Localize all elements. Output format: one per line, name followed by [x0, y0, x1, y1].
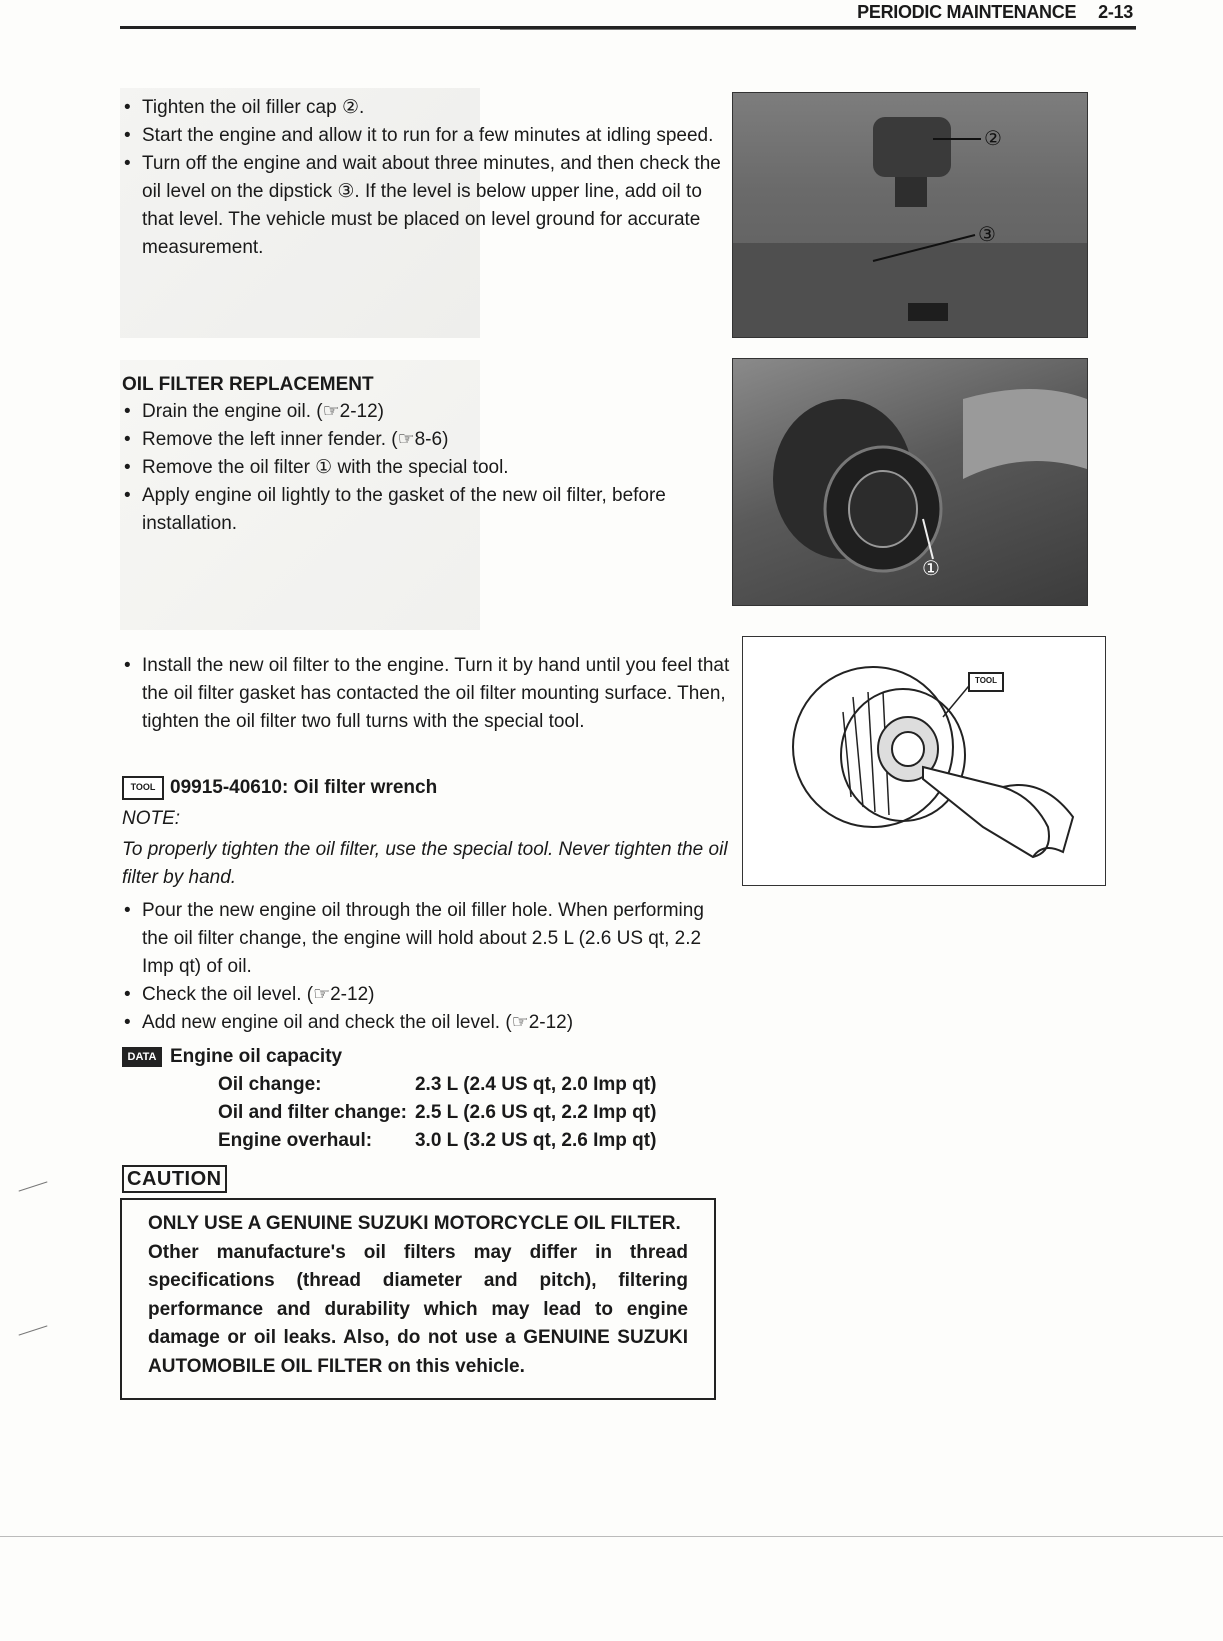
oil-filter-wrench-drawing	[743, 637, 1105, 885]
capacity-value: 2.3 L (2.4 US qt, 2.0 Imp qt)	[414, 1074, 657, 1095]
list-item: • Remove the oil filter ① with the special tool.	[120, 454, 730, 482]
oil-level-check-steps	[120, 94, 730, 262]
list-item: • Tighten the oil filler cap ②.	[120, 94, 730, 122]
note-text: To properly tighten the oil filter, use the special tool. Never tighten the oil filter by hand.	[122, 839, 728, 888]
page-number: 2-13	[1098, 2, 1133, 22]
capacity-value: 2.5 L (2.6 US qt, 2.2 Imp qt)	[414, 1102, 657, 1123]
oil-filler-cap-drawing	[733, 93, 1087, 337]
list-item: • Add new engine oil and check the oil level. (☞2-12)	[120, 1009, 730, 1037]
list-item: • Drain the engine oil. (☞2-12)	[120, 398, 730, 426]
note-label: NOTE:	[122, 808, 181, 829]
page-header	[857, 2, 1133, 23]
margin-mark	[19, 1181, 48, 1191]
capacity-title: Engine oil capacity	[170, 1046, 343, 1067]
table-row	[214, 1100, 660, 1128]
list-item: • Check the oil level. (☞2-12)	[120, 981, 730, 1009]
oil-filler-cap-photo	[732, 92, 1088, 338]
special-tool-line	[122, 776, 437, 800]
caution-box	[120, 1198, 716, 1400]
list-item: • Pour the new engine oil through the oil filler hole. When performing the oil filter change, the engine will hold about 2.5 L (2.6 US qt, 2.2 Imp qt) of oil.	[120, 897, 730, 981]
list-item: • Install the new oil filter to the engine. Turn it by hand until you feel that the oil filter gasket has contacted the oil filter mounting surface. Then, tighten the oil filter two full turns with the special tool.	[120, 652, 730, 736]
tool-part-number: 09915-40610: Oil filter wrench	[170, 777, 438, 799]
capacity-value: 3.0 L (3.2 US qt, 2.6 Imp qt)	[414, 1130, 657, 1151]
table-row	[214, 1128, 660, 1156]
page-bottom-edge	[0, 1536, 1223, 1537]
oil-refill-steps	[120, 897, 730, 1037]
capacity-label: Oil and filter change:	[218, 1102, 407, 1123]
oil-filter-install-steps	[120, 652, 730, 736]
oil-filter-wrench-illustration	[742, 636, 1106, 886]
data-icon: DATA	[122, 1047, 162, 1067]
callout-2: ②	[984, 128, 1002, 150]
list-item: • Remove the left inner fender. (☞8-6)	[120, 426, 730, 454]
header-section-title: PERIODIC MAINTENANCE	[857, 2, 1077, 22]
list-item: • Start the engine and allow it to run for a few minutes at idling speed.	[120, 122, 730, 150]
capacity-label: Oil change:	[218, 1074, 322, 1095]
callout-1: ①	[922, 558, 940, 580]
caution-label: CAUTION	[122, 1165, 227, 1193]
caution-paragraph: Other manufacture's oil filters may differ in thread specifications (thread diameter and pitch), filtering performance and durability which may lead to engine damage or oil leaks. Also, do not use a GENUINE SUZUKI AUTOMOBILE OIL FILTER on this vehicle.	[148, 1241, 688, 1377]
list-item: • Apply engine oil lightly to the gasket of the new oil filter, before installation.	[120, 482, 730, 538]
caution-paragraph: ONLY USE A GENUINE SUZUKI MOTORCYCLE OIL FILTER.	[148, 1213, 681, 1234]
margin-mark	[19, 1325, 48, 1335]
table-row	[214, 1072, 660, 1100]
section-title: OIL FILTER REPLACEMENT	[122, 374, 374, 395]
engine-oil-capacity-heading	[122, 1046, 342, 1068]
list-item: • Turn off the engine and wait about three minutes, and then check the oil level on the dipstick ③. If the level is below upper line, add oil to that level. The vehicle must be placed on level ground for accurate measurement.	[120, 150, 730, 262]
oil-filter-removal-steps	[120, 398, 730, 538]
capacity-label: Engine overhaul:	[218, 1130, 373, 1151]
capacity-table	[214, 1072, 660, 1156]
oil-filter-engine-photo	[732, 358, 1088, 606]
header-rule-secondary	[500, 29, 1136, 30]
callout-3: ③	[978, 224, 996, 246]
tool-icon: TOOL	[122, 776, 164, 800]
illustration-tool-icon: TOOL	[968, 672, 1004, 692]
oil-filter-engine-drawing	[733, 359, 1087, 605]
